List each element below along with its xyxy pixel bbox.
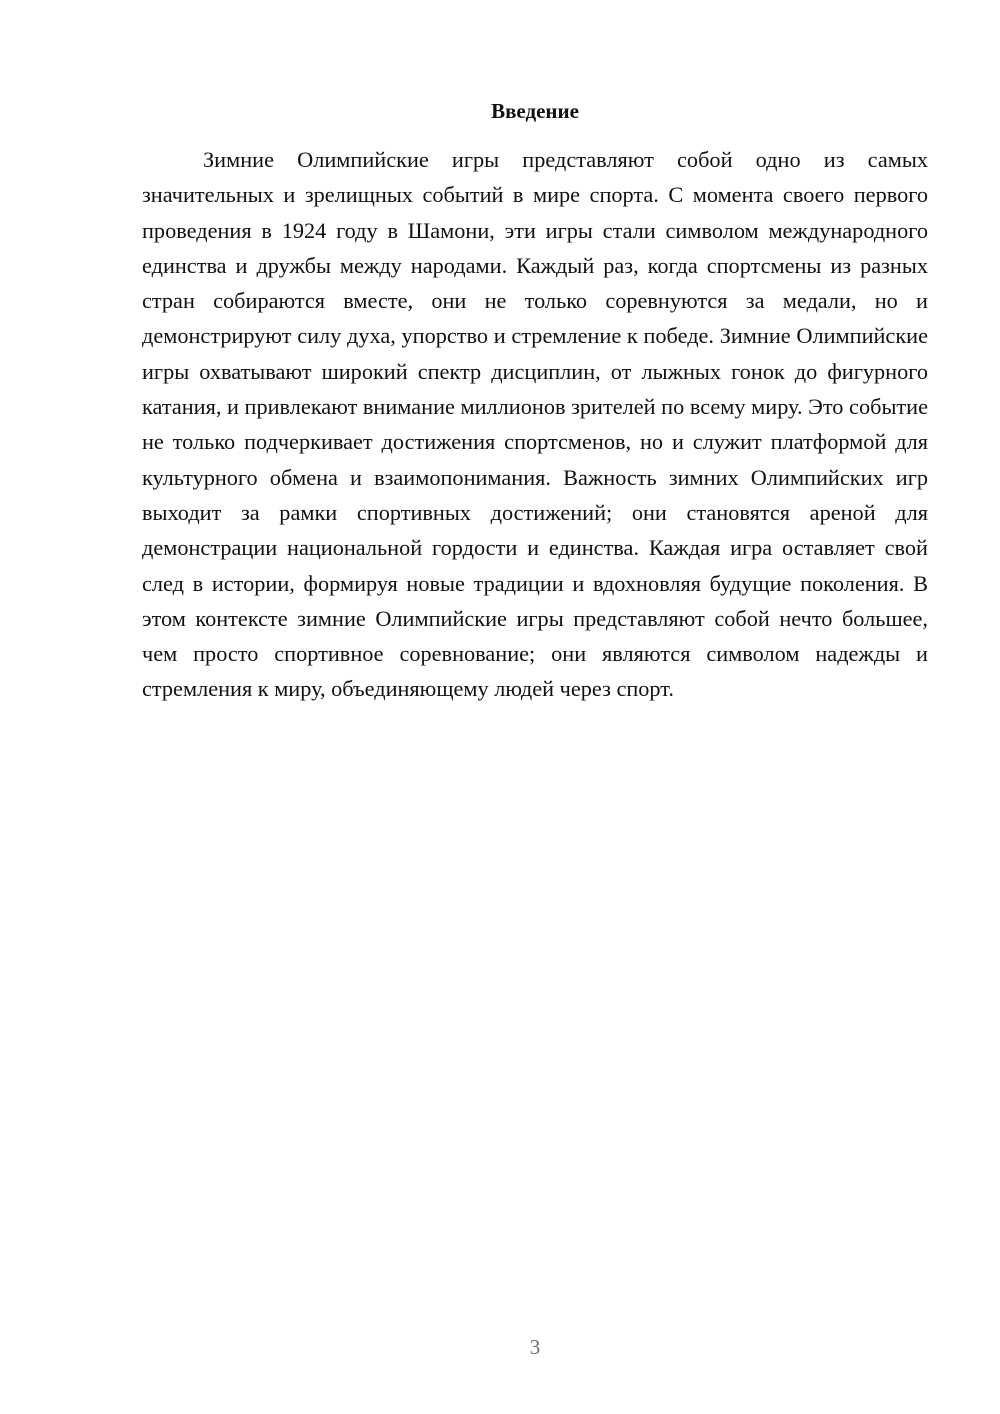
- section-heading: Введение: [491, 99, 579, 123]
- body-paragraph: Зимние Олимпийские игры представляют собой одно из самых значительных и зрелищных событий в мире спорта. С момента своего первого проведения в 1924 году в Шамони, эти игры стали символом международного единства и дружбы между народами. Каждый раз, когда спортсмены из разных стран собираются вместе, они не только соревнуются за медали, но и демонстрируют силу духа, упорство и стремление к победе. Зимние Олимпийские игры охватывают широкий спектр дисциплин, от лыжных гонок до фигурного катания, и привлекают внимание миллионов зрителей по всему миру. Это событие не только подчеркивает достижения спортсменов, но и служит платформой для культурного обмена и взаимопонимания. Важность зимних Олимпийских игр выходит за рамки спортивных достижений; они становятся ареной для демонстрации национальной гордости и единства. Каждая игра оставляет свой след в истории, формируя новые традиции и вдохновляя будущие поколения. В этом контексте зимние Олимпийские игры представляют собой нечто большее, чем просто спортивное соревнование; они являются символом надежды и стремления к миру, объединяющему людей через спорт.: [142, 147, 928, 702]
- page-number: 3: [529, 1335, 541, 1359]
